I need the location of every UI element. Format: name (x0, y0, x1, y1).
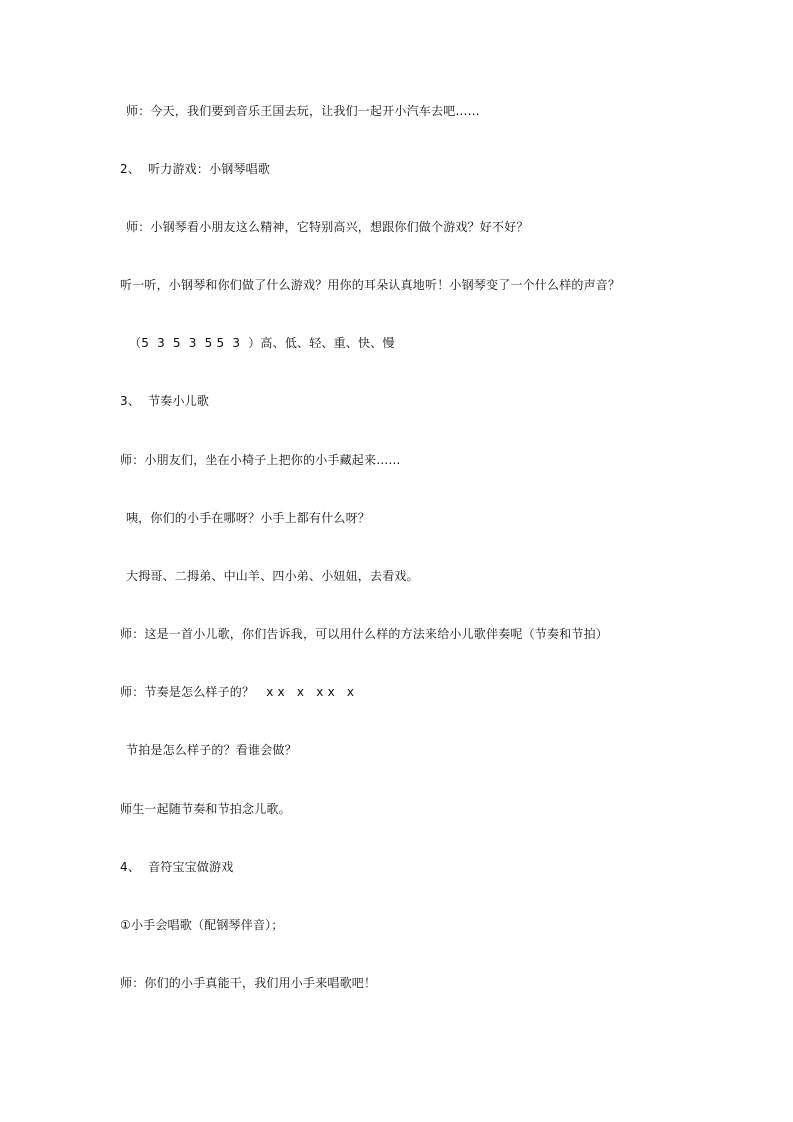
text-line: 师：你们的小手真能干，我们用小手来唱歌吧！ (120, 976, 377, 990)
text-line: 师：节奏是怎么样子的？ x x x x x x (120, 685, 355, 699)
text-line: 听一听，小钢琴和你们做了什么游戏？用你的耳朵认真地听！小钢琴变了一个什么样的声音？ (120, 278, 621, 292)
section-heading: 2、 听力游戏：小钢琴唱歌 (120, 162, 271, 176)
text-line: 师：小钢琴看小朋友这么精神，它特别高兴，想跟你们做个游戏？好不好？ (126, 220, 529, 234)
text-line: 大拇哥、二拇弟、中山羊、四小弟、小妞妞，去看戏。 (126, 569, 419, 583)
section-heading: 4、 音符宝宝做游戏 (120, 860, 234, 874)
text-line: 咦，你们的小手在哪呀？小手上都有什么呀？ (126, 511, 371, 525)
text-line: 师：小朋友们，坐在小椅子上把你的小手藏起来…… (120, 453, 401, 467)
text-line: 师生一起随节奏和节拍念儿歌。 (120, 802, 291, 816)
text-line: ①小手会唱歌（配钢琴伴音）； (120, 918, 284, 932)
text-line: 节拍是怎么样子的？看谁会做？ (126, 743, 297, 757)
text-line: 师：这是一首小儿歌，你们告诉我，可以用什么样的方法来给小儿歌伴奏呢（节奏和节拍） (120, 627, 609, 641)
section-heading: 3、 节奏小儿歌 (120, 394, 210, 408)
text-line: 师：今天，我们要到音乐王国去玩，让我们一起开小汽车去吧…… (126, 104, 480, 118)
text-line: （5 3 5 3 5 5 3 ）高、低、轻、重、快、慢 (129, 336, 395, 350)
